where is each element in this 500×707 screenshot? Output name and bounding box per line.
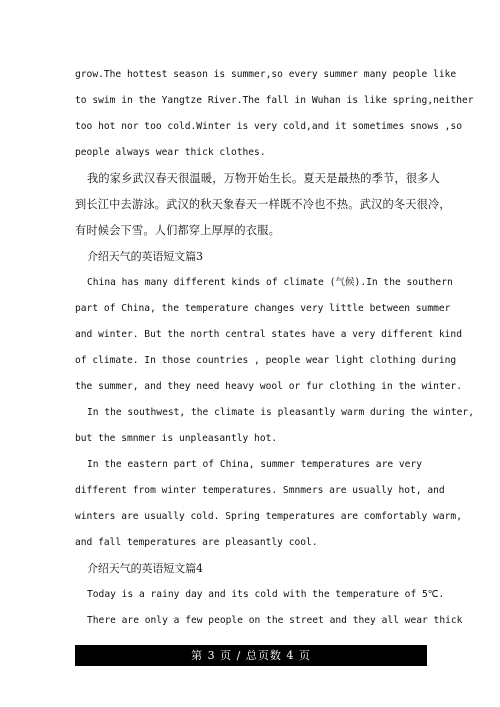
section-heading: 介绍天气的英语短文篇3	[87, 250, 203, 263]
text-line: winters are usually cold. Spring temperatures are comfortably warm,	[75, 511, 462, 522]
chinese-text-line: 我的家乡武汉春天很温暖，万物开始生长。夏天是最热的季节，很多人	[87, 172, 441, 185]
page-footer: 第 3 页 / 总页数 4 页	[75, 645, 427, 666]
document-body	[75, 62, 474, 634]
text-line: and fall temperatures are pleasantly cool.	[75, 537, 318, 548]
text-line: the summer, and they need heavy wool or fur clothing in the winter.	[75, 381, 462, 392]
text-line: grow.The hottest season is summer,so every summer many people like	[75, 69, 457, 80]
text-line: part of China, the temperature changes very little between summer	[75, 303, 451, 314]
chinese-text-line: 到长江中去游泳。武汉的秋天象春天一样既不冷也不热。武汉的冬天很冷，	[75, 198, 451, 211]
text-line: to swim in the Yangtze River.The fall in Wuhan is like spring,neither	[75, 95, 474, 106]
text-line: and winter. But the north central states have a very different kind	[75, 329, 462, 340]
text-line: of climate. In those countries , people wear light clothing during	[75, 355, 457, 366]
text-line: In the southwest, the climate is pleasantly warm during the winter,	[87, 407, 474, 418]
text-line: too hot nor too cold.Winter is very cold,and it sometimes snows ,so	[75, 121, 462, 132]
text-line: China has many different kinds of climate (气候).In the southern	[87, 277, 453, 288]
text-line: people always wear thick clothes.	[75, 147, 266, 158]
section-heading: 介绍天气的英语短文篇4	[87, 562, 203, 575]
text-line: different from winter temperatures. Smnmers are usually hot, and	[75, 485, 445, 496]
text-line: In the eastern part of China, summer temperatures are very	[87, 459, 423, 470]
text-line: Today is a rainy day and its cold with the temperature of 5℃.	[87, 589, 445, 600]
text-line: There are only a few people on the street and they all wear thick	[87, 615, 463, 626]
text-line: but the smnmer is unpleasantly hot.	[75, 433, 278, 444]
chinese-text-line: 有时候会下雪。人们都穿上厚厚的衣服。	[75, 224, 280, 237]
